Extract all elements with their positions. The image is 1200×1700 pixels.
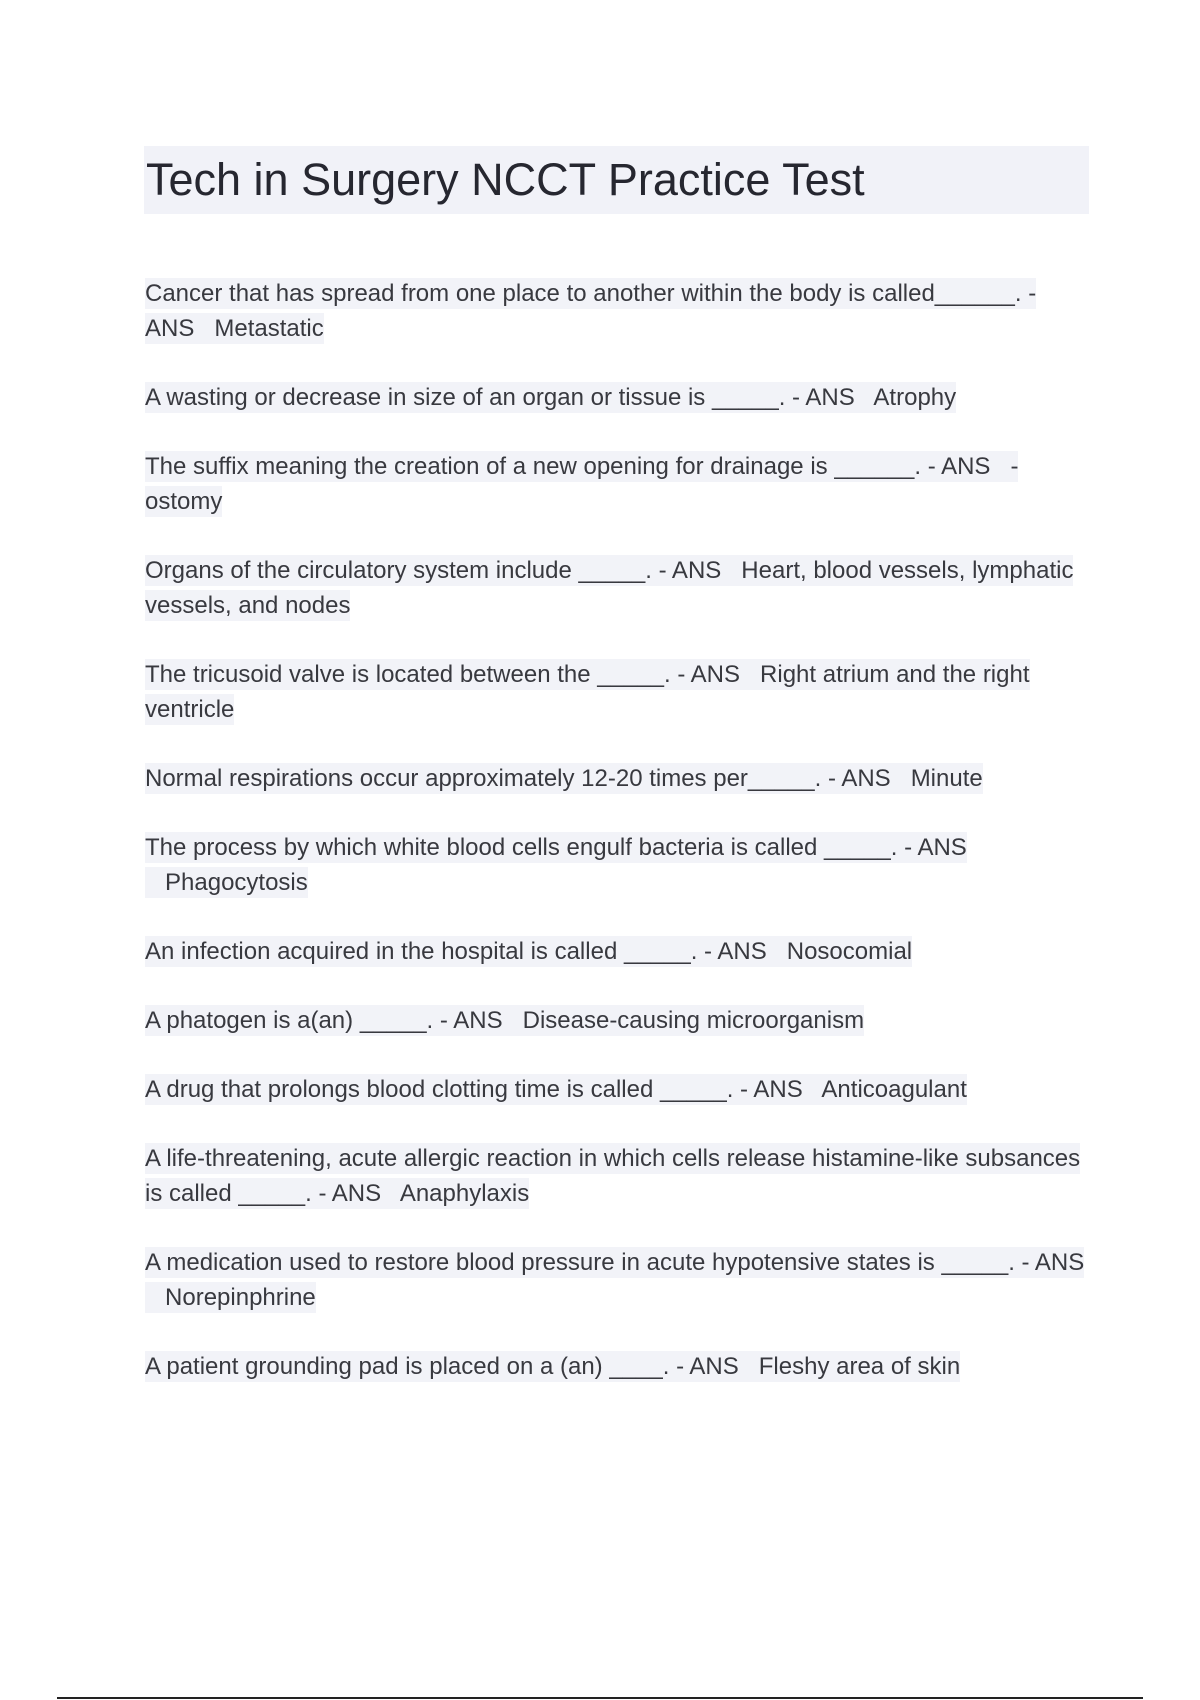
list-item (145, 934, 1085, 969)
question-text: The suffix meaning the creation of a new opening for drainage is ______. (145, 453, 922, 480)
answer-marker: - ANS (792, 384, 855, 411)
question-text: An infection acquired in the hospital is called _____. (145, 938, 698, 965)
answer-marker: - ANS (927, 453, 991, 480)
answer-marker: - ANS (145, 280, 1037, 342)
list-item (145, 449, 1085, 519)
list-item (145, 1141, 1085, 1211)
list-item (145, 657, 1085, 727)
answer-text: Metastatic (214, 315, 324, 342)
list-item (145, 553, 1085, 623)
list-item (145, 761, 1085, 796)
bottom-divider (57, 1697, 1143, 1699)
list-item (145, 1072, 1085, 1107)
list-item (145, 276, 1085, 346)
question-text: A patient grounding pad is placed on a (an) ____. (145, 1353, 670, 1380)
answer-text: Minute (910, 765, 983, 792)
list-item (145, 1245, 1085, 1315)
answer-marker: - ANS (827, 765, 891, 792)
answer-marker: - ANS (676, 1353, 739, 1380)
question-text: A phatogen is a(an) _____. (145, 1007, 434, 1034)
question-text: The tricusoid valve is located between the _____. (145, 661, 671, 688)
answer-text: Right atrium and the right ventricle (145, 661, 1030, 723)
answer-text: Heart, blood vessels, lymphatic vessels, and nodes (145, 557, 1074, 619)
answer-marker: - ANS (704, 938, 767, 965)
answer-marker: - ANS (904, 834, 967, 861)
question-text: The process by which white blood cells engulf bacteria is called _____. (145, 834, 898, 861)
answer-text: Phagocytosis (165, 869, 308, 896)
answer-text: -ostomy (145, 453, 1019, 515)
list-item (145, 830, 1085, 900)
question-text: Normal respirations occur approximately 12-20 times per_____. (145, 765, 822, 792)
list-item (145, 1349, 1085, 1384)
answer-text: Fleshy area of skin (758, 1353, 961, 1380)
question-text: Cancer that has spread from one place to another within the body is called______. (145, 280, 1022, 307)
answer-text: Nosocomial (786, 938, 913, 965)
answer-marker: - ANS (439, 1007, 503, 1034)
answer-text: Atrophy (873, 384, 957, 411)
answer-text: Disease-causing microorganism (522, 1007, 865, 1034)
answer-text: Anticoagulant (821, 1076, 967, 1103)
answer-text: Anaphylaxis (399, 1180, 530, 1207)
question-text: Organs of the circulatory system include _____. (145, 557, 652, 584)
answer-marker: - ANS (318, 1180, 382, 1207)
question-list (145, 276, 1085, 1418)
title-bar (144, 146, 1089, 214)
answer-marker: - ANS (658, 557, 722, 584)
answer-text: Norepinphrine (165, 1284, 316, 1311)
question-text: A wasting or decrease in size of an organ or tissue is _____. (145, 384, 786, 411)
list-item (145, 1003, 1085, 1038)
answer-marker: - ANS (677, 661, 741, 688)
question-text: A medication used to restore blood pressure in acute hypotensive states is _____. (145, 1249, 1015, 1276)
list-item (145, 380, 1085, 415)
answer-marker: - ANS (1021, 1249, 1085, 1276)
answer-marker: - ANS (740, 1076, 803, 1103)
question-text: A drug that prolongs blood clotting time is called _____. (145, 1076, 734, 1103)
question-text: A life-threatening, acute allergic reaction in which cells release histamine-like subsances is called _____. (145, 1145, 1081, 1207)
page-title: Tech in Surgery NCCT Practice Test (146, 154, 865, 205)
